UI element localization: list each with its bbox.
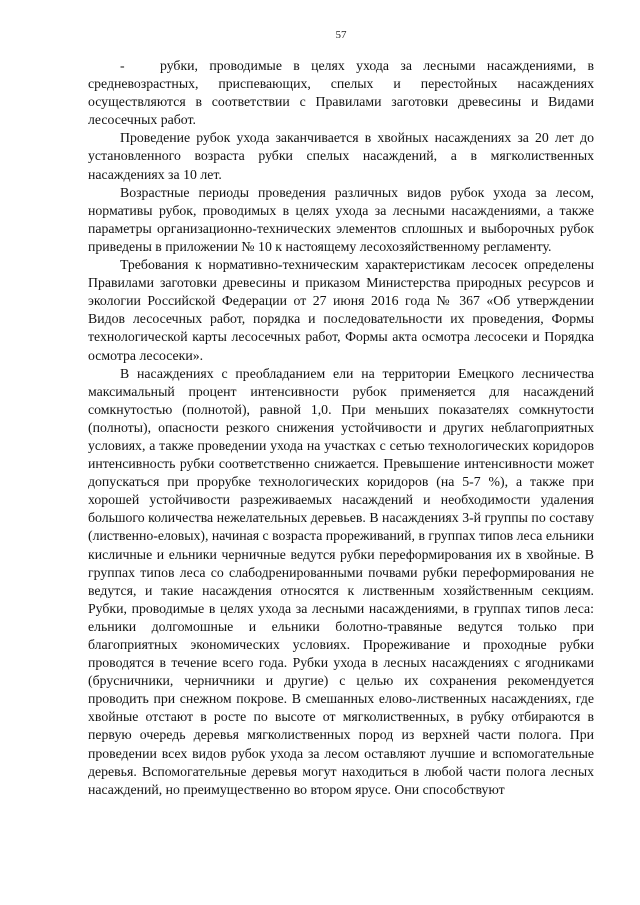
- paragraph-requirements: Требования к нормативно-техническим характеристикам лесосек определены Правилами заготовки древесины и приказом Министерства природных ресурсов и экологии Российской Федерации от 27 июня 2016 года № 367 «Об утверждении Видов лесосечных работ, порядка и последовательности их проведения, Формы технологической карты лесосечных работ, Формы акта осмотра лесосеки и Порядка осмотра лесосеки».: [88, 257, 594, 363]
- page-number: 57: [335, 29, 347, 41]
- paragraph-text: рубки, проводимые в целях ухода за лесными насаждениями, в средневозрастных, приспевающих, спелых и перестойных насаждениях осуществляются в соответствии с Правилами заготовки древесины и Видами лесосечных работ.: [88, 58, 594, 128]
- paragraph-spruce-stands: В насаждениях с преобладанием ели на территории Емецкого лесничества максимальный процент интенсивности рубок применяется для насаждений сомкнутостью (полнотой), равной 1,0. При меньших показателях сомкнутости (полноты), опасности резкого снижения устойчивости и других неблагоприятных условиях, а также проведении ухода на участках с сетью технологических коридоров интенсивность рубки соответственно снижается. Превышение интенсивности может допускаться при прорубке технологических коридоров (на 5-7 %), а также при хорошей устойчивости разреживаемых насаждений и необходимости удаления большого количества нежелательных деревьев. В насаждениях 3-й группы по составу (лиственно-еловых), начиная с возраста прореживаний, в группах типов леса ельники кисличные и ельники черничные ведутся рубки переформирования их в хвойные. В группах типов леса со слабодренированными почвами рубки переформирования не ведутся, и такие насаждения относятся к лиственным хозяйственным секциям. Рубки, проводимые в целях ухода за лесными насаждениями, в группах типов леса: ельники долгомошные и ельники болотно-травяные ведутся только при благоприятных экономических условиях. Прореживание и проходные рубки проводятся в течение всего года. Рубки ухода в лесных насаждениях с ягодниками (брусничники, черничники и другие) с целью их сохранения рекомендуется проводить при снежном покрове. В смешанных елово-лиственных насаждениях, где хвойные отстают в росте по высоте от мягколиственных, в рубку отбираются в первую очередь деревья мягколиственных пород из верхней части полога. При проведении всех видов рубок ухода за лесом оставляют лучшие и вспомогательные деревья. Вспомогательные деревья могут находиться в любой части полога лесных насаждений, но преимущественно во втором ярусе. Они способствуют: [88, 365, 594, 797]
- bullet-dash: -: [120, 58, 125, 73]
- paragraph-bullet-thinning-rules: [88, 57, 594, 129]
- paragraph-age-periods: Возрастные периоды проведения различных видов рубок ухода за лесом, нормативы рубок, проводимых в целях ухода за лесными насаждениями, а также параметры организационно-технических элементов сплошных и выборочных рубок приведены в приложении № 10 к настоящему лесохозяйственному регламенту.: [88, 184, 594, 254]
- paragraph-thinning-end: Проведение рубок ухода заканчивается в хвойных насаждениях за 20 лет до установленного возраста рубки спелых насаждений, а в мягколиственных насаждениях за 10 лет.: [88, 130, 594, 182]
